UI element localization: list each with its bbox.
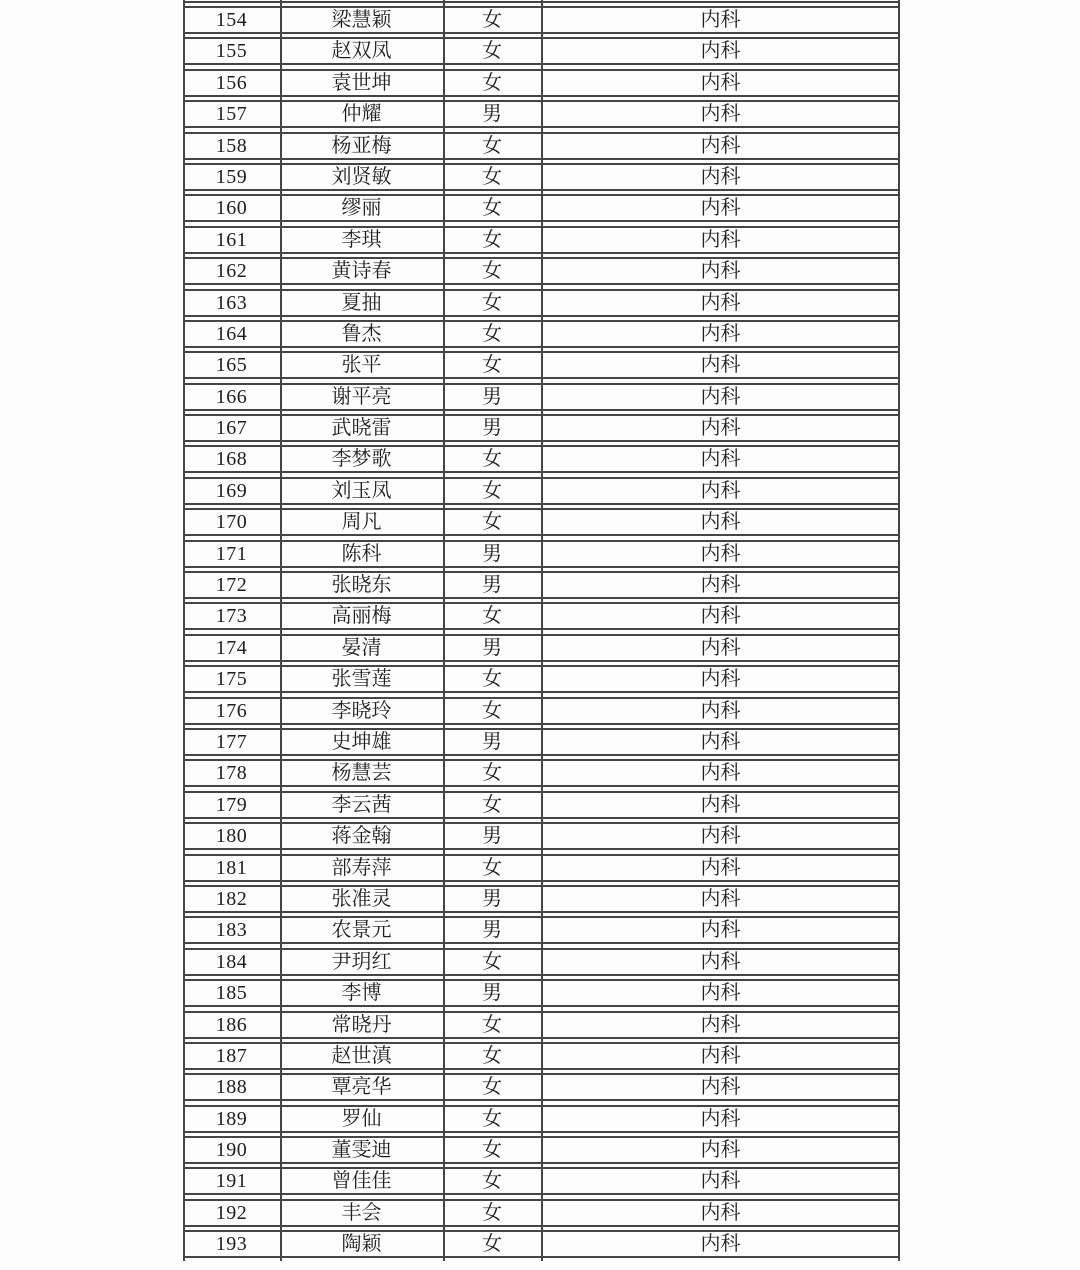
cell-name: 丰会 <box>341 1201 382 1224</box>
cell-name: 张准灵 <box>331 887 392 910</box>
cell-name: 杨亚梅 <box>331 134 392 157</box>
cell-name: 夏抽 <box>341 291 382 314</box>
cell-number: 191 <box>215 1170 248 1193</box>
cell-gender: 女 <box>482 479 502 502</box>
cell-department: 内科 <box>700 165 741 188</box>
cell-name: 陈科 <box>341 542 382 565</box>
cell-number: 183 <box>215 919 248 942</box>
cell-gender: 女 <box>482 668 502 691</box>
cell-number: 160 <box>215 197 248 220</box>
cell-department: 内科 <box>700 605 741 628</box>
cell-department: 内科 <box>700 1201 741 1224</box>
cell-department: 内科 <box>700 103 741 126</box>
column-border-line <box>541 0 543 1261</box>
cell-name: 周凡 <box>341 511 382 534</box>
cell-gender: 男 <box>482 982 502 1005</box>
cell-number: 189 <box>215 1107 248 1130</box>
cell-department: 内科 <box>700 1170 741 1193</box>
cell-department: 内科 <box>700 322 741 345</box>
cell-gender: 女 <box>482 793 502 816</box>
cell-name: 董雯迪 <box>331 1139 392 1162</box>
cell-number: 182 <box>215 887 248 910</box>
cell-department: 内科 <box>700 982 741 1005</box>
cell-department: 内科 <box>700 636 741 659</box>
cell-gender: 女 <box>482 950 502 973</box>
cell-name: 曾佳佳 <box>331 1170 392 1193</box>
roster-table <box>183 0 900 1266</box>
cell-number: 185 <box>215 982 248 1005</box>
cell-gender: 男 <box>482 574 502 597</box>
cell-number: 190 <box>215 1139 248 1162</box>
cell-number: 184 <box>215 950 248 973</box>
cell-gender: 女 <box>482 856 502 879</box>
cell-gender: 女 <box>482 1233 502 1256</box>
cell-name: 晏清 <box>341 636 382 659</box>
cell-gender: 女 <box>482 40 502 63</box>
cell-name: 黄诗春 <box>331 260 392 283</box>
cell-department: 内科 <box>700 1107 741 1130</box>
cell-number: 181 <box>215 856 248 879</box>
cell-number: 168 <box>215 448 248 471</box>
cell-name: 部寿萍 <box>331 856 392 879</box>
cell-name: 张晓东 <box>331 574 392 597</box>
column-border-line <box>443 0 445 1261</box>
cell-department: 内科 <box>700 542 741 565</box>
cell-department: 内科 <box>700 1233 741 1256</box>
cell-name: 谢平亮 <box>331 385 392 408</box>
cell-gender: 女 <box>482 71 502 94</box>
cell-gender: 女 <box>482 1044 502 1067</box>
cell-gender: 女 <box>482 228 502 251</box>
cell-number: 192 <box>215 1201 248 1224</box>
cell-department: 内科 <box>700 40 741 63</box>
cell-department: 内科 <box>700 574 741 597</box>
cell-name: 缪丽 <box>341 197 382 220</box>
cell-number: 177 <box>215 730 248 753</box>
cell-number: 186 <box>215 1013 248 1036</box>
cell-gender: 女 <box>482 134 502 157</box>
cell-name: 罗仙 <box>341 1107 382 1130</box>
cell-department: 内科 <box>700 1139 741 1162</box>
cell-department: 内科 <box>700 793 741 816</box>
cell-gender: 女 <box>482 1076 502 1099</box>
cell-number: 155 <box>215 40 248 63</box>
cell-department: 内科 <box>700 856 741 879</box>
cell-department: 内科 <box>700 699 741 722</box>
cell-name: 李梦歌 <box>331 448 392 471</box>
cell-name: 张平 <box>341 354 382 377</box>
cell-name: 梁慧颖 <box>331 9 392 31</box>
cell-number: 165 <box>215 354 248 377</box>
cell-name: 高丽梅 <box>331 605 392 628</box>
cell-gender: 男 <box>482 542 502 565</box>
cell-department: 内科 <box>700 762 741 785</box>
cell-department: 内科 <box>700 71 741 94</box>
cell-department: 内科 <box>700 1013 741 1036</box>
cell-gender: 男 <box>482 730 502 753</box>
cell-gender: 女 <box>482 1201 502 1224</box>
cell-department: 内科 <box>700 385 741 408</box>
cell-name: 李晓玲 <box>331 699 392 722</box>
cell-gender: 女 <box>482 197 502 220</box>
cell-department: 内科 <box>700 134 741 157</box>
cell-gender: 男 <box>482 636 502 659</box>
cell-number: 175 <box>215 668 248 691</box>
column-border-line <box>280 0 282 1261</box>
cell-department: 内科 <box>700 197 741 220</box>
cell-name: 史坤雄 <box>331 730 392 753</box>
cell-name: 杨慧芸 <box>331 762 392 785</box>
cell-department: 内科 <box>700 228 741 251</box>
cell-number: 161 <box>215 228 248 251</box>
column-border-line <box>898 0 900 1261</box>
cell-number: 170 <box>215 511 248 534</box>
column-border-line <box>183 0 185 1261</box>
cell-gender: 女 <box>482 1170 502 1193</box>
cell-number: 159 <box>215 165 248 188</box>
cell-gender: 男 <box>482 385 502 408</box>
cell-gender: 男 <box>482 103 502 126</box>
cell-department: 内科 <box>700 668 741 691</box>
cell-gender: 女 <box>482 448 502 471</box>
cell-department: 内科 <box>700 9 741 31</box>
cell-gender: 女 <box>482 9 502 31</box>
cell-department: 内科 <box>700 479 741 502</box>
cell-name: 仲耀 <box>341 103 382 126</box>
cell-gender: 女 <box>482 165 502 188</box>
cell-gender: 女 <box>482 605 502 628</box>
cell-number: 166 <box>215 385 248 408</box>
cell-number: 171 <box>215 542 248 565</box>
cell-number: 162 <box>215 260 248 283</box>
cell-name: 李云茜 <box>331 793 392 816</box>
cell-number: 158 <box>215 134 248 157</box>
cell-department: 内科 <box>700 448 741 471</box>
cell-name: 覃亮华 <box>331 1076 392 1099</box>
cell-department: 内科 <box>700 825 741 848</box>
cell-number: 173 <box>215 605 248 628</box>
cell-number: 176 <box>215 699 248 722</box>
cell-name: 李琪 <box>341 228 382 251</box>
cell-name: 鲁杰 <box>341 322 382 345</box>
cell-gender: 女 <box>482 1013 502 1036</box>
cell-gender: 女 <box>482 762 502 785</box>
cell-name: 赵世滇 <box>331 1044 392 1067</box>
cell-number: 178 <box>215 762 248 785</box>
cell-name: 刘玉凤 <box>331 479 392 502</box>
cell-gender: 女 <box>482 322 502 345</box>
cell-gender: 男 <box>482 919 502 942</box>
cell-department: 内科 <box>700 730 741 753</box>
cell-name: 张雪莲 <box>331 668 392 691</box>
cell-department: 内科 <box>700 1044 741 1067</box>
cell-name: 袁世坤 <box>331 71 392 94</box>
cell-gender: 男 <box>482 417 502 440</box>
cell-department: 内科 <box>700 919 741 942</box>
cell-department: 内科 <box>700 291 741 314</box>
cell-department: 内科 <box>700 1076 741 1099</box>
cell-number: 154 <box>215 9 248 31</box>
cell-name: 武晓雷 <box>331 417 392 440</box>
cell-department: 内科 <box>700 417 741 440</box>
cell-number: 179 <box>215 793 248 816</box>
cell-name: 尹玥红 <box>331 950 392 973</box>
cell-name: 常晓丹 <box>331 1013 392 1036</box>
cell-department: 内科 <box>700 950 741 973</box>
cell-gender: 男 <box>482 887 502 910</box>
cell-gender: 女 <box>482 699 502 722</box>
cell-number: 169 <box>215 479 248 502</box>
cell-gender: 女 <box>482 291 502 314</box>
cell-number: 167 <box>215 417 248 440</box>
cell-gender: 女 <box>482 354 502 377</box>
cell-number: 193 <box>215 1233 248 1256</box>
cell-gender: 女 <box>482 1107 502 1130</box>
cell-department: 内科 <box>700 354 741 377</box>
cell-number: 164 <box>215 322 248 345</box>
cell-name: 赵双凤 <box>331 40 392 63</box>
cell-number: 163 <box>215 291 248 314</box>
cell-name: 刘贤敏 <box>331 165 392 188</box>
cell-name: 陶颖 <box>341 1233 382 1256</box>
cell-number: 172 <box>215 574 248 597</box>
cell-number: 187 <box>215 1044 248 1067</box>
cell-gender: 女 <box>482 1139 502 1162</box>
cell-name: 农景元 <box>331 919 392 942</box>
cell-gender: 女 <box>482 260 502 283</box>
cell-name: 蒋金翰 <box>331 825 392 848</box>
cell-number: 174 <box>215 636 248 659</box>
cell-department: 内科 <box>700 511 741 534</box>
cell-number: 157 <box>215 103 248 126</box>
cell-department: 内科 <box>700 887 741 910</box>
cell-number: 180 <box>215 825 248 848</box>
cell-number: 156 <box>215 71 248 94</box>
cell-gender: 男 <box>482 825 502 848</box>
cell-department: 内科 <box>700 260 741 283</box>
cell-number: 188 <box>215 1076 248 1099</box>
cell-name: 李博 <box>341 982 382 1005</box>
cell-gender: 女 <box>482 511 502 534</box>
